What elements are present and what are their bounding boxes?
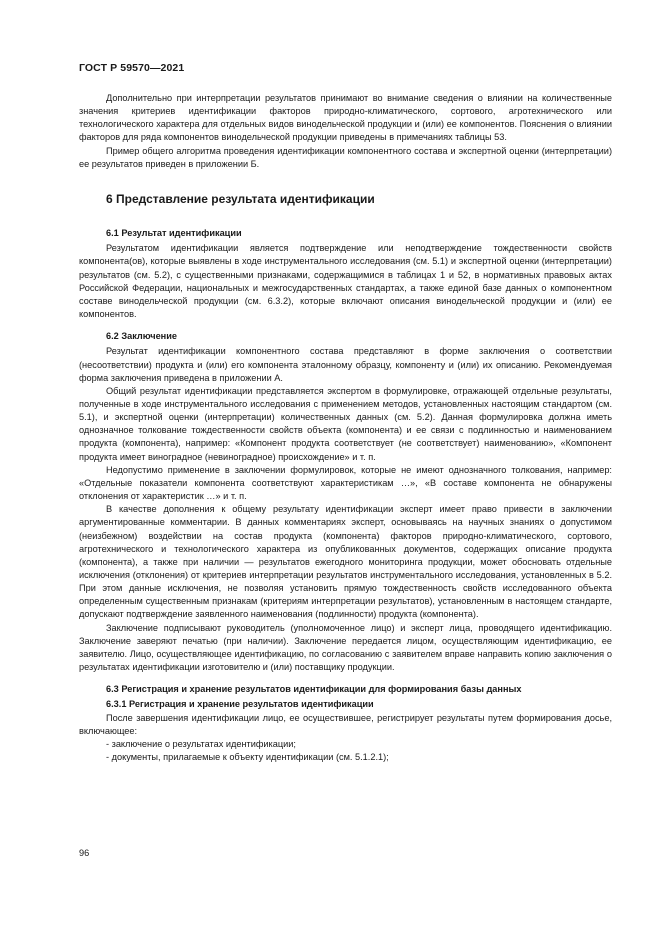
paragraph: В качестве дополнения к общему результату идентификации эксперт имеет право привести в заключении аргументированные комментарии. В данных комментариях эксперт, основываясь на научных знаниях о допустимом (неизбежном) воздействии на состав продукта (компонента) факторов природно-климатического, сортового, агротехнического и технологического характера из опубликованных документов, содержащих описание продукта (компонента), а также при наличии — результатов ежегодного мониторинга продукции, может обосновать отдельные исключения (отклонения) от критериев интерпретации результатов инструментального исследования, установленных в 5.2. При этом данные исключения, не позволяя установить прямую тождественность свойств исследованного объекта определенным существенным признакам (критериям интерпретации результатов), установленным в настоящем стандарте, допускают подтверждение заявленного наименования (подлинности) продукта (компонента).	[79, 504, 612, 620]
paragraph: После завершения идентификации лицо, ее осуществившее, регистрирует результаты путем формирования досье, включающее:	[79, 712, 612, 736]
paragraph: Общий результат идентификации представляется экспертом в формулировке, отражающей отдельные результаты, полученные в ходе инструментального исследования с применением методов, установленных настоящим стандартом (см. 5.1), и экспертной оценки (интерпретации) количественных данных (см. 5.2). Данная формулировка должна иметь однозначное толкование тождественности свойств объекта (компонента) и ее связи с подлинностью и наименованием продукта (компонента), например: «Компонент продукта соответствует (не соответствует) наименованию», «Компонент продукта имеет виноградное (невиноградное) происхождение» и т. п.	[79, 385, 612, 462]
subsection-heading: 6.2 Заключение	[106, 331, 177, 342]
paragraph: Результат идентификации компонентного состава представляют в форме заключения о соответствии (несоответствии) продукта и (или) его компонента эталонному образцу, компоненту и (или) их описанию. Рекомендуемая форма заключения приведена в приложении А.	[79, 346, 612, 383]
document-body	[79, 92, 612, 764]
paragraph: Результатом идентификации является подтверждение или неподтверждение тождественности свойств компонента(ов), которые выявлены в ходе инструментального исследования (см. 5.1) и экспертной оценки (интерпретации) результатов (см. 5.2), с существенными признаками, содержащимися в таблицах 1 и 52, в нормативных правовых актах Российской Федерации, национальных и межгосударственных стандартах, а также единой базе данных о компонентном составе винодельческой продукции (см. 6.3.2), которые включают описания винодельческой продукции и (или) ее компонентов.	[79, 243, 612, 320]
subsection-heading: 6.3 Регистрация и хранение результатов идентификации для формирования базы данных	[106, 684, 522, 695]
list-item: - документы, прилагаемые к объекту идентификации (см. 5.1.2.1);	[106, 752, 389, 763]
document-header: ГОСТ Р 59570—2021	[79, 62, 185, 74]
paragraph: Пример общего алгоритма проведения идентификации компонентного состава и экспертной оценки (интерпретации) ее результатов приведен в приложении Б.	[79, 145, 612, 169]
sub-subsection-heading: 6.3.1 Регистрация и хранение результатов идентификации	[106, 699, 374, 710]
page-number: 96	[79, 848, 90, 858]
list-item: - заключение о результатах идентификации;	[106, 738, 296, 749]
paragraph: Дополнительно при интерпретации результатов принимают во внимание сведения о влиянии на количественные значения критериев идентификации факторов природно-климатического, сортового, агротехнического или технологического характера для отдельных видов винодельческой продукции и (или) ее компонентов. Пояснения о влиянии факторов для ряда компонентов винодельческой продукции приведены в примечаниях таблицы 53.	[79, 93, 612, 143]
section-heading: 6 Представление результата идентификации	[106, 191, 375, 206]
paragraph: Недопустимо применение в заключении формулировок, которые не имеют однозначного толкования, например: «Отдельные показатели компонента соответствуют характеристикам …», «В составе компонента не обнаружены отклонения от характеристик …» и т. п.	[79, 464, 612, 502]
paragraph: Заключение подписывают руководитель (уполномоченное лицо) и эксперт лица, проводящего идентификацию. Заключение заверяют печатью (при наличии). Заключение передается лицом, осуществляющим идентификацию, ее заявителю. Лицо, осуществляющее идентификацию, по согласованию с заявителем вправе направить копию заключения о результатах идентификации изготовителю и (или) поставщику продукции.	[79, 622, 612, 673]
subsection-heading: 6.1 Результат идентификации	[106, 228, 242, 239]
